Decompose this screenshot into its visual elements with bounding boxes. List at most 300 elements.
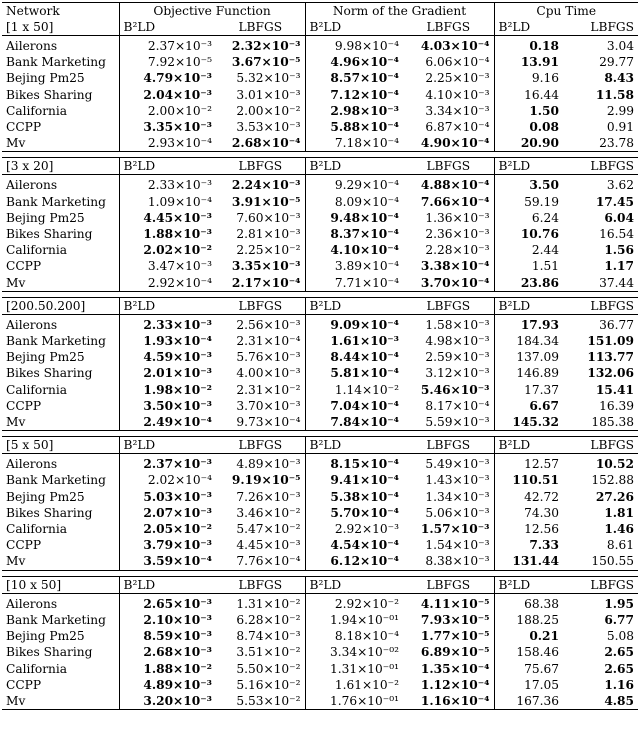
lbfgs-column-header: LBFGS: [216, 437, 305, 454]
table-row: [2, 333, 638, 349]
cpu-lbfgs-cell: 3.04: [606, 39, 634, 53]
b2ld-column-header: B²LD: [305, 297, 403, 314]
gradient-lbfgs-cell: 1.43×10⁻³: [425, 473, 490, 488]
lbfgs-column-header: LBFGS: [216, 158, 305, 175]
dataset-name: CCPP: [6, 677, 42, 692]
network-architecture-label: [3 x 20]: [2, 158, 119, 175]
objective-lbfgs-cell: 3.35×10⁻³: [231, 259, 301, 274]
objective-b2ld-cell: 3.50×10⁻³: [119, 398, 216, 414]
gradient-lbfgs-cell: 2.28×10⁻³: [425, 243, 490, 258]
cpu-lbfgs-cell: 0.91: [606, 120, 634, 135]
objective-lbfgs-cell: 2.17×10⁻⁴: [231, 275, 301, 290]
dataset-name: Bejing Pm25: [6, 210, 85, 225]
objective-lbfgs-cell: 3.01×10⁻³: [236, 87, 301, 102]
cpu-b2ld-cell: 1.51: [494, 258, 563, 274]
gradient-b2ld-cell: 1.14×10⁻²: [305, 382, 403, 398]
objective-b2ld-cell: 2.00×10⁻²: [119, 103, 216, 119]
objective-b2ld-cell: 2.49×10⁻⁴: [119, 414, 216, 431]
lbfgs-column-header: LBFGS: [216, 297, 305, 314]
dataset-name: Ailerons: [6, 596, 58, 611]
dataset-name: California: [6, 661, 68, 676]
b2ld-column-header: B²LD: [494, 297, 563, 314]
cpu-lbfgs-cell: 36.77: [599, 317, 634, 332]
cpu-b2ld-cell: 0.18: [494, 36, 563, 55]
objective-b2ld-cell: 2.07×10⁻³: [119, 505, 216, 521]
objective-b2ld-cell: 1.09×10⁻⁴: [119, 194, 216, 210]
cpu-lbfgs-cell: 6.04: [604, 210, 634, 225]
lbfgs-column-header: LBFGS: [563, 158, 638, 175]
dataset-name: Bejing Pm25: [6, 489, 85, 504]
dataset-name: Ailerons: [6, 457, 58, 472]
dataset-name: California: [6, 382, 68, 397]
table-row: [2, 593, 638, 612]
cpu-lbfgs-cell: 5.08: [606, 629, 634, 644]
dataset-name: CCPP: [6, 259, 42, 274]
gradient-b2ld-cell: 9.98×10⁻⁴: [305, 36, 403, 55]
objective-lbfgs-cell: 8.74×10⁻³: [236, 629, 301, 644]
gradient-b2ld-cell: 2.92×10⁻²: [305, 593, 403, 612]
dataset-name: Ailerons: [6, 178, 58, 193]
gradient-b2ld-cell: 8.09×10⁻⁴: [305, 194, 403, 210]
table-row: [2, 119, 638, 135]
objective-b2ld-cell: 4.45×10⁻³: [119, 210, 216, 226]
gradient-b2ld-cell: 2.98×10⁻³: [305, 103, 403, 119]
gradient-lbfgs-cell: 2.36×10⁻³: [425, 227, 490, 242]
table-row: [2, 36, 638, 55]
lbfgs-column-header: LBFGS: [403, 158, 494, 175]
cpu-b2ld-cell: 74.30: [494, 505, 563, 521]
table-row: [2, 365, 638, 381]
objective-lbfgs-cell: 4.45×10⁻³: [236, 538, 301, 553]
table-row: [2, 275, 638, 292]
dataset-name: Bejing Pm25: [6, 350, 85, 365]
gradient-lbfgs-cell: 4.11×10⁻⁵: [420, 596, 490, 611]
objective-lbfgs-cell: 2.31×10⁻⁴: [236, 334, 301, 349]
objective-lbfgs-cell: 3.70×10⁻³: [236, 398, 301, 413]
objective-b2ld-cell: 3.35×10⁻³: [119, 119, 216, 135]
objective-b2ld-cell: 1.88×10⁻³: [119, 226, 216, 242]
cpu-b2ld-cell: 6.67: [494, 398, 563, 414]
table-row: [2, 472, 638, 488]
section-header-row: [2, 437, 638, 454]
objective-b2ld-cell: 4.89×10⁻³: [119, 677, 216, 693]
cpu-b2ld-cell: 0.21: [494, 628, 563, 644]
objective-lbfgs-cell: 5.16×10⁻²: [236, 677, 301, 692]
gradient-lbfgs-cell: 7.66×10⁻⁴: [420, 194, 490, 209]
b2ld-column-header: B²LD: [494, 158, 563, 175]
b2ld-column-header: B²LD: [119, 437, 216, 454]
gradient-b2ld-cell: 5.38×10⁻⁴: [305, 489, 403, 505]
dataset-name: Ailerons: [6, 39, 58, 53]
gradient-lbfgs-cell: 1.77×10⁻⁵: [420, 629, 490, 644]
gradient-lbfgs-cell: 5.59×10⁻³: [425, 415, 490, 430]
cpu-b2ld-cell: 42.72: [494, 489, 563, 505]
objective-b2ld-cell: 5.03×10⁻³: [119, 489, 216, 505]
cpu-b2ld-cell: 1.50: [494, 103, 563, 119]
gradient-b2ld-cell: 9.29×10⁻⁴: [305, 175, 403, 194]
objective-lbfgs-cell: 5.53×10⁻²: [216, 693, 305, 710]
header-row: [2, 3, 638, 20]
lbfgs-column-header: LBFGS: [403, 297, 494, 314]
cpu-b2ld-cell: 2.44: [494, 242, 563, 258]
results-body: [2, 3, 638, 710]
cpu-b2ld-cell: 23.86: [494, 275, 563, 292]
section-header-row: [2, 576, 638, 593]
table-row: [2, 644, 638, 660]
objective-b2ld-cell: 2.02×10⁻⁴: [119, 472, 216, 488]
table-row: [2, 414, 638, 431]
objective-lbfgs-cell: 5.76×10⁻³: [236, 350, 301, 365]
gradient-lbfgs-cell: 5.46×10⁻³: [420, 382, 490, 397]
gradient-lbfgs-cell: 3.12×10⁻³: [425, 366, 490, 381]
dataset-name: Bank Marketing: [6, 55, 106, 70]
cpu-lbfgs-cell: 1.56: [604, 243, 634, 258]
objective-lbfgs-cell: 6.28×10⁻²: [236, 612, 301, 627]
cpu-lbfgs-cell: 11.58: [595, 87, 634, 102]
cpu-lbfgs-cell: 6.77: [604, 612, 634, 627]
cpu-lbfgs-cell: 2.99: [606, 103, 634, 118]
cpu-b2ld-cell: 10.76: [494, 226, 563, 242]
b2ld-column-header: B²LD: [119, 297, 216, 314]
gradient-lbfgs-cell: 6.06×10⁻⁴: [425, 55, 490, 70]
cpu-b2ld-cell: 13.91: [494, 54, 563, 70]
objective-b2ld-cell: 2.37×10⁻³: [119, 36, 216, 55]
cpu-b2ld-cell: 7.33: [494, 537, 563, 553]
gradient-lbfgs-cell: 1.35×10⁻⁴: [420, 661, 490, 676]
table-row: [2, 537, 638, 553]
gradient-b2ld-cell: 1.94×10⁻⁰¹: [305, 612, 403, 628]
objective-b2ld-cell: 3.59×10⁻⁴: [119, 553, 216, 570]
objective-b2ld-cell: 2.65×10⁻³: [119, 593, 216, 612]
gradient-lbfgs-cell: 7.93×10⁻⁵: [420, 612, 490, 627]
cpu-b2ld-cell: 75.67: [494, 661, 563, 677]
cpu-b2ld-cell: 131.44: [494, 553, 563, 570]
dataset-name: Mv: [6, 136, 26, 151]
gradient-lbfgs-cell: 3.70×10⁻⁴: [420, 275, 490, 290]
gradient-b2ld-cell: 9.09×10⁻⁴: [305, 314, 403, 333]
table-row: [2, 612, 638, 628]
gradient-lbfgs-cell: 4.10×10⁻³: [425, 87, 490, 102]
table-row: [2, 194, 638, 210]
objective-lbfgs-cell: 2.24×10⁻³: [231, 178, 301, 193]
gradient-b2ld-cell: 5.70×10⁻⁴: [305, 505, 403, 521]
gradient-lbfgs-cell: 3.34×10⁻³: [425, 103, 490, 118]
b2ld-column-header: B²LD: [119, 158, 216, 175]
lbfgs-column-header: LBFGS: [216, 576, 305, 593]
gradient-b2ld-cell: 6.12×10⁻⁴: [305, 553, 403, 570]
objective-function-header: Objective Function: [119, 3, 305, 20]
gradient-lbfgs-cell: 4.88×10⁻⁴: [420, 178, 490, 193]
cpu-b2ld-cell: 9.16: [494, 70, 563, 86]
lbfgs-column-header: LBFGS: [563, 437, 638, 454]
objective-b2ld-cell: 2.04×10⁻³: [119, 87, 216, 103]
gradient-lbfgs-cell: 8.38×10⁻³: [425, 554, 490, 569]
gradient-lbfgs-cell: 4.03×10⁻⁴: [420, 39, 490, 53]
table-row: [2, 454, 638, 473]
network-architecture-label: [1 x 50]: [2, 19, 119, 36]
gradient-lbfgs-cell: 2.59×10⁻³: [425, 350, 490, 365]
table-row: [2, 349, 638, 365]
objective-b2ld-cell: 2.93×10⁻⁴: [119, 135, 216, 152]
cpu-b2ld-cell: 188.25: [494, 612, 563, 628]
table-row: [2, 661, 638, 677]
gradient-b2ld-cell: 9.41×10⁻⁴: [305, 472, 403, 488]
gradient-lbfgs-cell: 4.98×10⁻³: [425, 334, 490, 349]
gradient-b2ld-cell: 1.76×10⁻⁰¹: [305, 693, 403, 710]
gradient-b2ld-cell: 8.37×10⁻⁴: [305, 226, 403, 242]
lbfgs-column-header: LBFGS: [403, 576, 494, 593]
dataset-name: Bikes Sharing: [6, 227, 93, 242]
cpu-b2ld-cell: 59.19: [494, 194, 563, 210]
objective-lbfgs-cell: 3.91×10⁻⁵: [231, 194, 301, 209]
results-table: [2, 2, 638, 710]
table-row: [2, 54, 638, 70]
gradient-b2ld-cell: 1.61×10⁻²: [305, 677, 403, 693]
objective-lbfgs-cell: 2.81×10⁻³: [236, 227, 301, 242]
table-row: [2, 628, 638, 644]
cpu-lbfgs-cell: 113.77: [587, 350, 634, 365]
dataset-name: Bikes Sharing: [6, 505, 93, 520]
dataset-name: Bank Marketing: [6, 612, 106, 627]
lbfgs-column-header: LBFGS: [563, 19, 638, 36]
cpu-lbfgs-cell: 10.52: [595, 457, 634, 472]
gradient-lbfgs-cell: 1.12×10⁻⁴: [420, 677, 490, 692]
dataset-name: Mv: [6, 415, 26, 430]
dataset-name: CCPP: [6, 538, 42, 553]
cpu-time-header: Cpu Time: [494, 3, 638, 20]
cpu-b2ld-cell: 158.46: [494, 644, 563, 660]
dataset-name: CCPP: [6, 120, 42, 135]
table-row: [2, 382, 638, 398]
cpu-b2ld-cell: 3.50: [494, 175, 563, 194]
cpu-b2ld-cell: 0.08: [494, 119, 563, 135]
cpu-lbfgs-cell: 1.46: [604, 522, 634, 537]
gradient-lbfgs-cell: 6.87×10⁻⁴: [425, 120, 490, 135]
cpu-lbfgs-cell: 2.65: [604, 661, 634, 676]
gradient-lbfgs-cell: 1.34×10⁻³: [425, 489, 490, 504]
cpu-b2ld-cell: 17.05: [494, 677, 563, 693]
gradient-b2ld-cell: 2.92×10⁻³: [305, 521, 403, 537]
objective-b2ld-cell: 2.37×10⁻³: [119, 454, 216, 473]
cpu-lbfgs-cell: 1.95: [604, 596, 634, 611]
objective-b2ld-cell: 4.59×10⁻³: [119, 349, 216, 365]
cpu-lbfgs-cell: 4.85: [563, 693, 638, 710]
objective-lbfgs-cell: 1.31×10⁻²: [236, 596, 301, 611]
objective-b2ld-cell: 2.05×10⁻²: [119, 521, 216, 537]
dataset-name: CCPP: [6, 398, 42, 413]
objective-b2ld-cell: 1.98×10⁻²: [119, 382, 216, 398]
cpu-b2ld-cell: 68.38: [494, 593, 563, 612]
objective-lbfgs-cell: 4.89×10⁻³: [236, 457, 301, 472]
b2ld-column-header: B²LD: [494, 576, 563, 593]
cpu-lbfgs-cell: 151.09: [587, 334, 634, 349]
cpu-b2ld-cell: 16.44: [494, 87, 563, 103]
gradient-lbfgs-cell: 5.06×10⁻³: [425, 505, 490, 520]
dataset-name: Ailerons: [6, 317, 58, 332]
dataset-name: California: [6, 103, 68, 118]
gradient-b2ld-cell: 7.04×10⁻⁴: [305, 398, 403, 414]
gradient-b2ld-cell: 5.88×10⁻⁴: [305, 119, 403, 135]
gradient-b2ld-cell: 7.12×10⁻⁴: [305, 87, 403, 103]
cpu-b2ld-cell: 12.56: [494, 521, 563, 537]
objective-lbfgs-cell: 3.53×10⁻³: [236, 120, 301, 135]
dataset-name: Mv: [6, 275, 26, 290]
objective-b2ld-cell: 1.93×10⁻⁴: [119, 333, 216, 349]
table-row: [2, 505, 638, 521]
table-row: [2, 226, 638, 242]
gradient-b2ld-cell: 9.48×10⁻⁴: [305, 210, 403, 226]
gradient-b2ld-cell: 8.57×10⁻⁴: [305, 70, 403, 86]
lbfgs-column-header: LBFGS: [216, 19, 305, 36]
table-row: [2, 553, 638, 570]
cpu-b2ld-cell: 110.51: [494, 472, 563, 488]
cpu-lbfgs-cell: 2.65: [604, 645, 634, 660]
cpu-lbfgs-cell: 132.06: [587, 366, 634, 381]
dataset-name: Bikes Sharing: [6, 366, 93, 381]
dataset-name: Bejing Pm25: [6, 629, 85, 644]
gradient-b2ld-cell: 1.61×10⁻³: [305, 333, 403, 349]
gradient-b2ld-cell: 5.81×10⁻⁴: [305, 365, 403, 381]
objective-lbfgs-cell: 5.50×10⁻²: [236, 661, 301, 676]
cpu-lbfgs-cell: 150.55: [591, 554, 634, 569]
table-row: [2, 87, 638, 103]
cpu-lbfgs-cell: 29.77: [599, 55, 634, 70]
cpu-b2ld-cell: 17.37: [494, 382, 563, 398]
cpu-b2ld-cell: 184.34: [494, 333, 563, 349]
cpu-b2ld-cell: 167.36: [494, 693, 563, 710]
table-row: [2, 103, 638, 119]
b2ld-column-header: B²LD: [494, 19, 563, 36]
table-row: [2, 693, 638, 710]
gradient-norm-header: Norm of the Gradient: [305, 3, 494, 20]
b2ld-column-header: B²LD: [305, 437, 403, 454]
objective-lbfgs-cell: 4.00×10⁻³: [236, 366, 301, 381]
gradient-b2ld-cell: 3.34×10⁻⁰²: [305, 644, 403, 660]
cpu-lbfgs-cell: 8.61: [606, 538, 634, 553]
objective-b2ld-cell: 2.92×10⁻⁴: [119, 275, 216, 292]
dataset-name: Mv: [2, 693, 119, 710]
cpu-lbfgs-cell: 17.45: [595, 194, 634, 209]
lbfgs-column-header: LBFGS: [403, 437, 494, 454]
objective-lbfgs-cell: 2.56×10⁻³: [236, 317, 301, 332]
objective-lbfgs-cell: 2.00×10⁻²: [236, 103, 301, 118]
gradient-lbfgs-cell: 8.17×10⁻⁴: [425, 398, 490, 413]
network-header: Network: [2, 3, 119, 20]
gradient-lbfgs-cell: 1.57×10⁻³: [420, 522, 490, 537]
gradient-b2ld-cell: 7.84×10⁻⁴: [305, 414, 403, 431]
objective-lbfgs-cell: 9.19×10⁻⁵: [231, 473, 301, 488]
cpu-lbfgs-cell: 8.43: [604, 71, 634, 86]
table-row: [2, 677, 638, 693]
table-row: [2, 70, 638, 86]
dataset-name: Bank Marketing: [6, 473, 106, 488]
objective-lbfgs-cell: 9.73×10⁻⁴: [236, 415, 301, 430]
dataset-name: Bejing Pm25: [6, 71, 85, 86]
cpu-b2ld-cell: 6.24: [494, 210, 563, 226]
lbfgs-column-header: LBFGS: [563, 297, 638, 314]
table-row: [2, 175, 638, 194]
gradient-b2ld-cell: 7.71×10⁻⁴: [305, 275, 403, 292]
objective-lbfgs-cell: 3.51×10⁻²: [236, 645, 301, 660]
network-architecture-label: [5 x 50]: [2, 437, 119, 454]
dataset-name: California: [6, 243, 68, 258]
dataset-name: Bikes Sharing: [6, 645, 93, 660]
gradient-b2ld-cell: 8.15×10⁻⁴: [305, 454, 403, 473]
lbfgs-column-header: LBFGS: [403, 19, 494, 36]
cpu-b2ld-cell: 145.32: [494, 414, 563, 431]
cpu-b2ld-cell: 137.09: [494, 349, 563, 365]
gradient-lbfgs-cell: 6.89×10⁻⁵: [420, 645, 490, 660]
objective-lbfgs-cell: 5.47×10⁻²: [236, 522, 301, 537]
cpu-b2ld-cell: 12.57: [494, 454, 563, 473]
objective-b2ld-cell: 3.79×10⁻³: [119, 537, 216, 553]
cpu-lbfgs-cell: 1.17: [604, 259, 634, 274]
gradient-b2ld-cell: 4.54×10⁻⁴: [305, 537, 403, 553]
objective-lbfgs-cell: 3.67×10⁻⁵: [231, 55, 301, 70]
gradient-b2ld-cell: 8.18×10⁻⁴: [305, 628, 403, 644]
cpu-lbfgs-cell: 16.39: [599, 398, 634, 413]
b2ld-column-header: B²LD: [494, 437, 563, 454]
dataset-name: Bank Marketing: [6, 334, 106, 349]
objective-b2ld-cell: 2.10×10⁻³: [119, 612, 216, 628]
b2ld-column-header: B²LD: [305, 158, 403, 175]
objective-lbfgs-cell: 2.31×10⁻²: [236, 382, 301, 397]
table-row: [2, 210, 638, 226]
gradient-lbfgs-cell: 1.54×10⁻³: [425, 538, 490, 553]
table-row: [2, 135, 638, 152]
cpu-lbfgs-cell: 15.41: [595, 382, 634, 397]
objective-b2ld-cell: 1.88×10⁻²: [119, 661, 216, 677]
cpu-lbfgs-cell: 152.88: [591, 473, 634, 488]
b2ld-column-header: B²LD: [305, 576, 403, 593]
objective-lbfgs-cell: 2.68×10⁻⁴: [231, 136, 301, 151]
section-header-row: [2, 158, 638, 175]
cpu-b2ld-cell: 20.90: [494, 135, 563, 152]
b2ld-column-header: B²LD: [305, 19, 403, 36]
cpu-lbfgs-cell: 27.26: [595, 489, 634, 504]
objective-b2ld-cell: 3.20×10⁻³: [119, 693, 216, 710]
b2ld-column-header: B²LD: [119, 19, 216, 36]
objective-lbfgs-cell: 5.32×10⁻³: [236, 71, 301, 86]
gradient-b2ld-cell: 7.18×10⁻⁴: [305, 135, 403, 152]
cpu-lbfgs-cell: 3.62: [606, 178, 634, 193]
table-row: [2, 314, 638, 333]
dataset-name: Mv: [6, 554, 26, 569]
objective-lbfgs-cell: 3.46×10⁻²: [236, 505, 301, 520]
section-header-row: [2, 297, 638, 314]
table-row: [2, 489, 638, 505]
network-architecture-label: [200.50.200]: [2, 297, 119, 314]
objective-b2ld-cell: 2.01×10⁻³: [119, 365, 216, 381]
table-row: [2, 258, 638, 274]
network-architecture-label: [10 x 50]: [2, 576, 119, 593]
gradient-b2ld-cell: 8.44×10⁻⁴: [305, 349, 403, 365]
table-row: [2, 521, 638, 537]
cpu-lbfgs-cell: 1.81: [604, 505, 634, 520]
gradient-lbfgs-cell: 3.38×10⁻⁴: [420, 259, 490, 274]
table-row: [2, 242, 638, 258]
cpu-lbfgs-cell: 1.16: [604, 677, 634, 692]
objective-b2ld-cell: 2.02×10⁻²: [119, 242, 216, 258]
cpu-b2ld-cell: 146.89: [494, 365, 563, 381]
objective-lbfgs-cell: 2.32×10⁻³: [231, 39, 301, 53]
objective-b2ld-cell: 3.47×10⁻³: [119, 258, 216, 274]
section-header-row: [2, 19, 638, 36]
gradient-b2ld-cell: 4.10×10⁻⁴: [305, 242, 403, 258]
dataset-name: Bank Marketing: [6, 194, 106, 209]
cpu-lbfgs-cell: 185.38: [591, 415, 634, 430]
objective-lbfgs-cell: 7.60×10⁻³: [236, 210, 301, 225]
